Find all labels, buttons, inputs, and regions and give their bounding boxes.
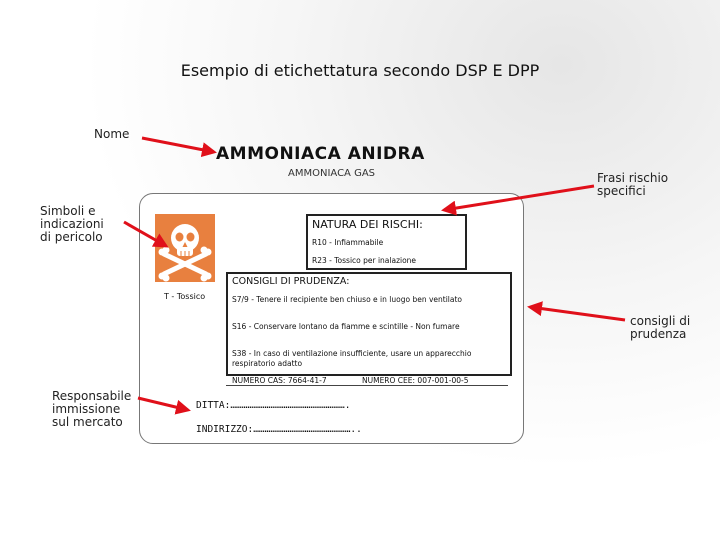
hazard-caption: T - Tossico: [164, 292, 206, 301]
slide-title: Esempio di etichettatura secondo DSP E DPP: [180, 61, 540, 80]
arrow-consigli: [530, 307, 625, 320]
ditta-field: DITTA:…………………………………………………….: [196, 400, 351, 411]
product-name: AMMONIACA ANIDRA: [216, 144, 425, 164]
arrow-nome: [142, 138, 214, 152]
label-nome: Nome: [94, 127, 130, 141]
rischi-item: R10 - Infiammabile: [312, 238, 384, 247]
prudenza-item: S38 - In caso di ventilazione insufficiente, usare un apparecchio respiratorio adatto: [232, 349, 472, 368]
label-frasi-line: Frasi rischio: [597, 171, 669, 185]
label-responsabile-line: sul mercato: [52, 415, 123, 429]
label-simboli-line: indicazioni: [40, 217, 104, 231]
prudenza-item: S16 - Conservare lontano da fiamme e scintille - Non fumare: [232, 322, 460, 331]
numero-cee: NUMERO CEE: 007-001-00-5: [362, 376, 469, 385]
label-frasi-line: specifici: [597, 184, 646, 198]
label-responsabile-line: Responsabile: [52, 389, 132, 403]
rischi-title: NATURA DEI RISCHI:: [312, 218, 423, 231]
product-subtitle: AMMONIACA GAS: [288, 168, 376, 179]
label-consigli-line: prudenza: [630, 327, 687, 341]
rischi-item: R23 - Tossico per inalazione: [312, 256, 417, 265]
prudenza-item: S7/9 - Tenere il recipiente ben chiuso e in luogo ben ventilato: [232, 295, 462, 304]
numero-cas: NUMERO CAS: 7664-41-7: [232, 376, 327, 385]
arrow-simboli: [124, 222, 166, 246]
arrow-frasi: [444, 186, 594, 210]
indirizzo-field: INDIRIZZO:……………………………………………..: [196, 424, 362, 435]
label-simboli-line: Simboli e: [40, 204, 96, 218]
label-responsabile-line: immissione: [52, 402, 121, 416]
prudenza-title: CONSIGLI DI PRUDENZA:: [232, 276, 350, 287]
label-consigli-line: consigli di: [630, 314, 691, 328]
arrow-responsabile: [138, 398, 188, 410]
label-simboli-line: di pericolo: [40, 230, 103, 244]
